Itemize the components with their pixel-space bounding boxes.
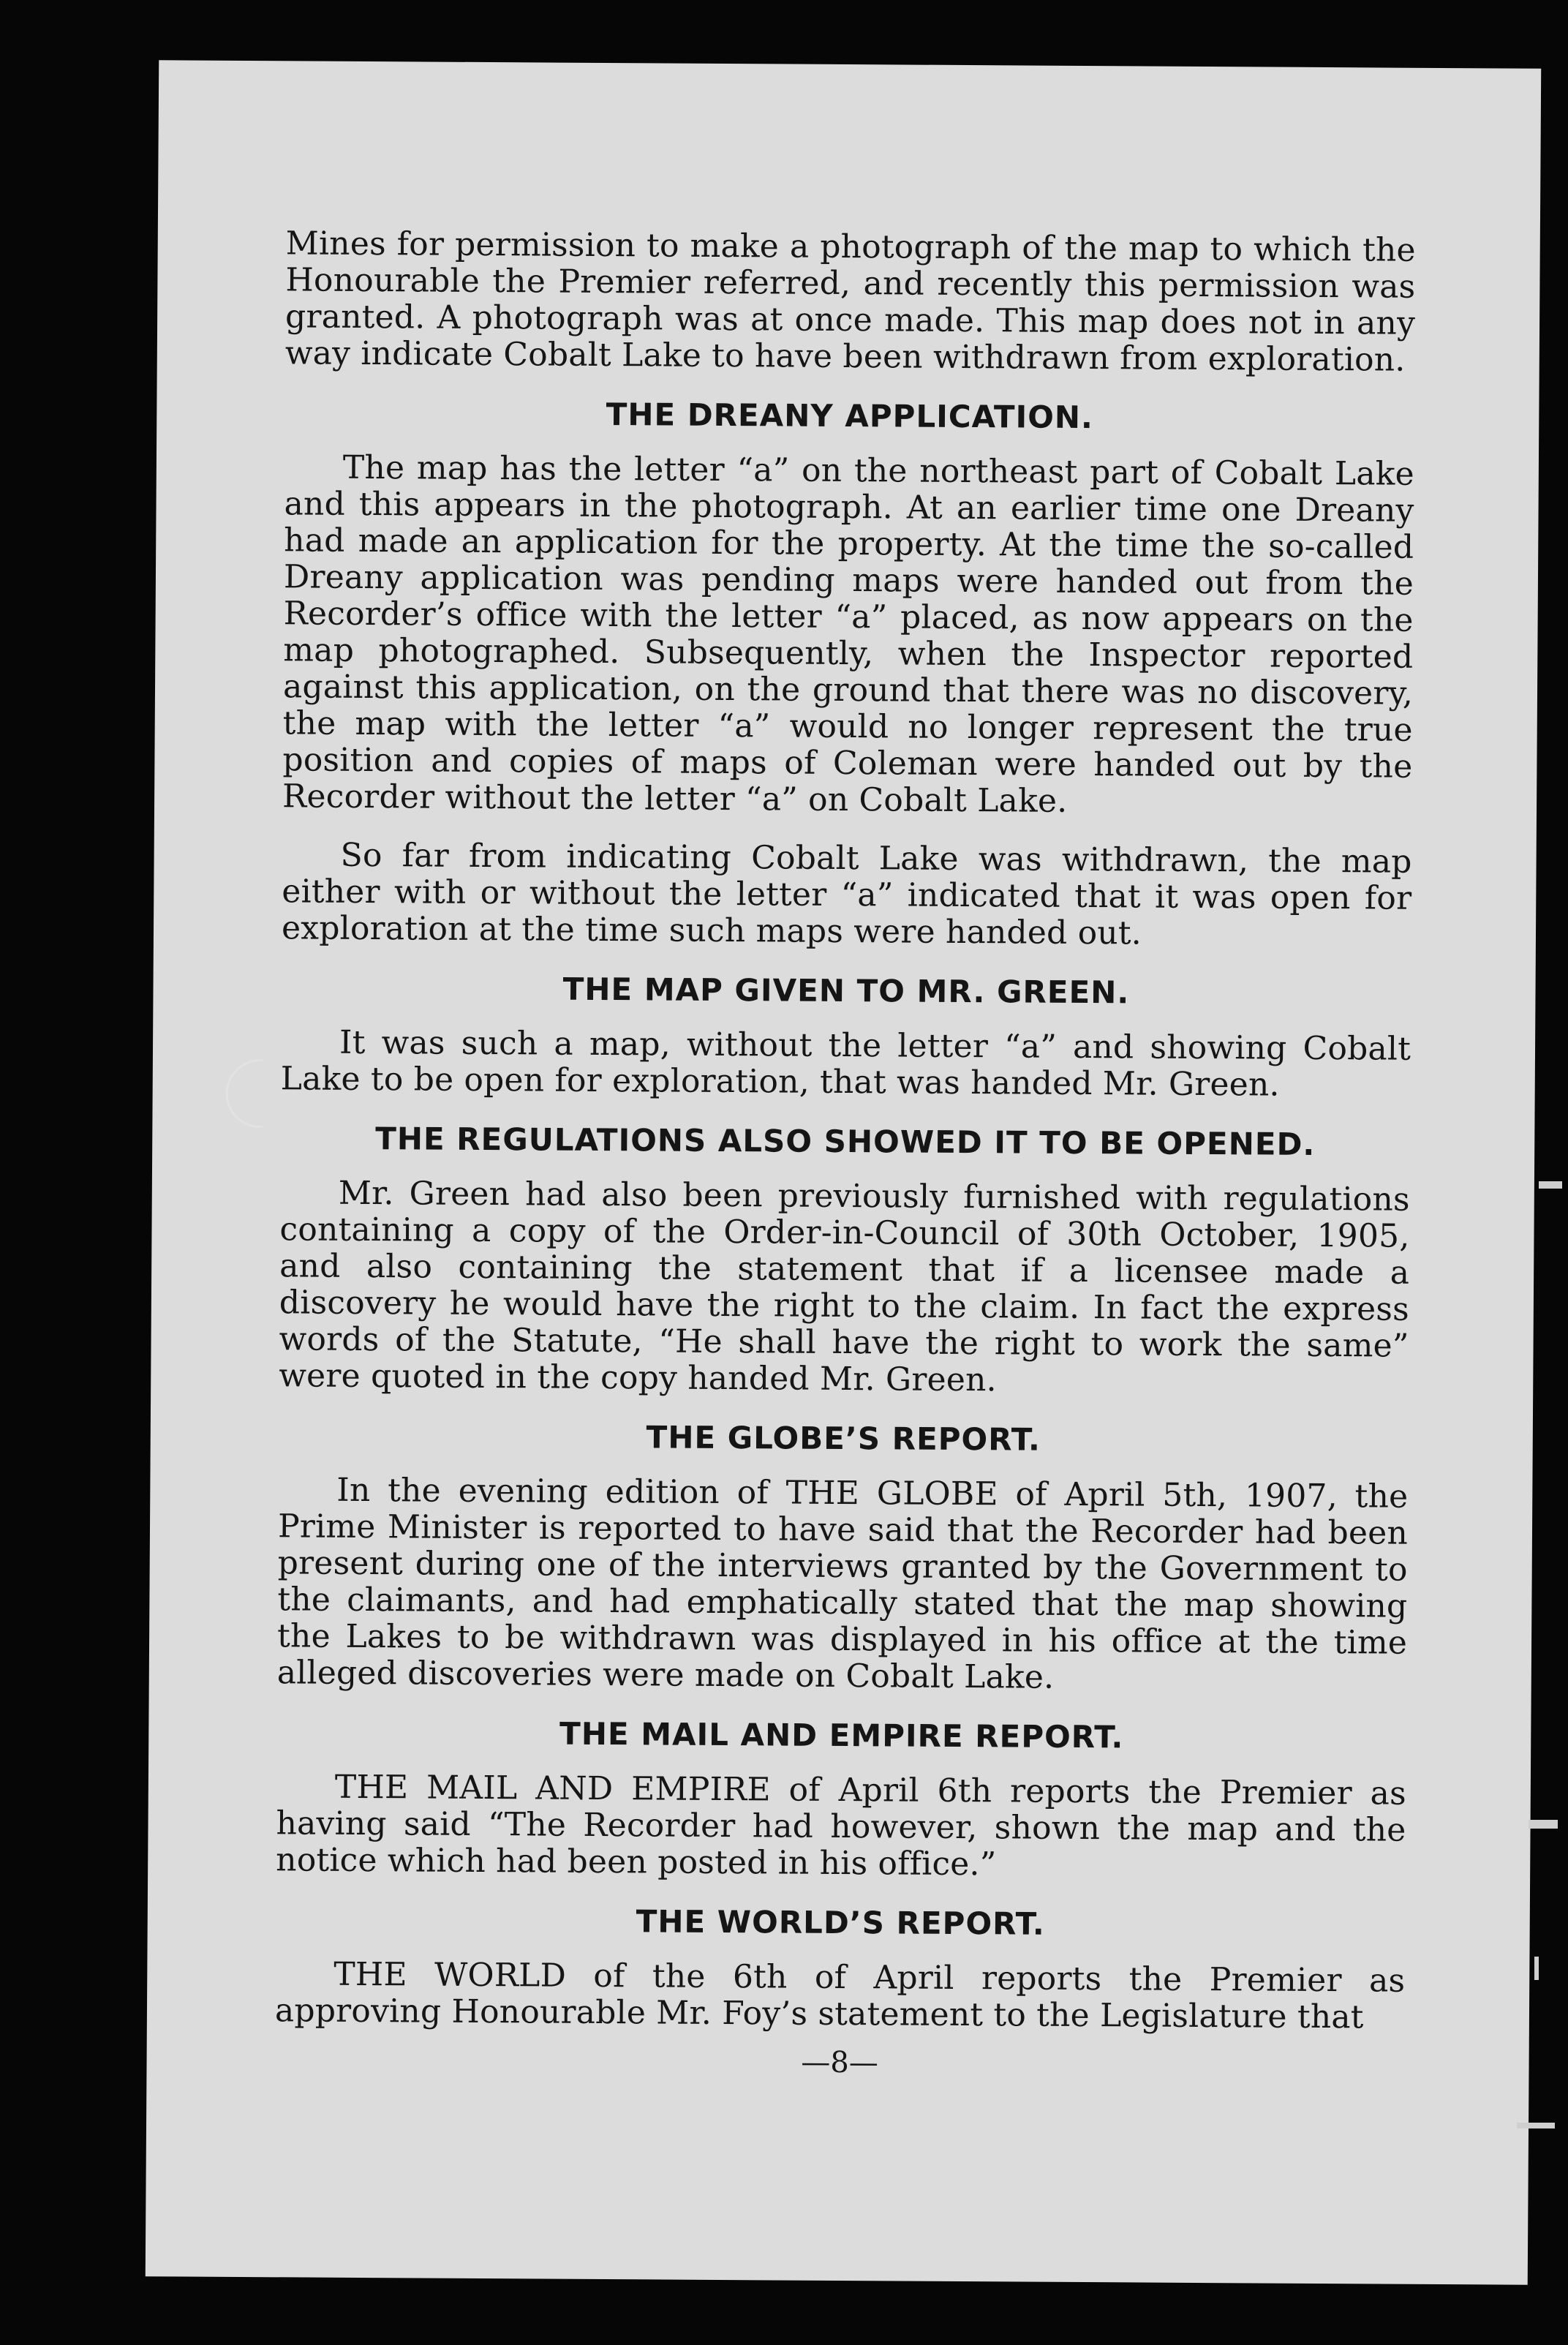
paragraph-globe: In the evening edition of THE GLOBE of April 5th, 1907, the Prime Minister is reported to have said that the Recorder had been present during one of the interviews granted by the Government to the claimants, and had emphatically stated that the map showing the Lakes to be withdrawn was displayed in his office at the time alleged discoveries were made on Cobalt Lake.	[276, 1471, 1409, 1696]
heading-dreany-application: THE DREANY APPLICATION.	[606, 396, 1094, 436]
right-edge-tick-icon	[1534, 1957, 1539, 1980]
paragraph-world: THE WORLD of the 6th of April reports the Premier as approving Honourable Mr. Foy’s statement to the Legislature that	[274, 1955, 1406, 2036]
right-edge-arrow-icon	[1529, 1820, 1558, 1829]
right-edge-mark-icon	[1539, 1181, 1562, 1189]
right-edge-dash-icon	[1517, 2123, 1555, 2128]
edge-mark-icon	[225, 1059, 263, 1128]
heading-globe-report: THE GLOBE’S REPORT.	[646, 1419, 1041, 1458]
paragraph-mail-empire: THE MAIL AND EMPIRE of April 6th reports the Premier as having said “The Recorder had however, shown the map and the notice which had been posted in his office.”	[276, 1768, 1406, 1883]
paragraph-dreany: The map has the letter “a” on the northeast part of Cobalt Lake and this appears in the photograph. At an earlier time one Dreany had made an application for the property. At the time the so-called Dreany application was pending maps were handed out from the Recorder’s office with the letter “a” placed, as now appears on the map photographed. Subsequently, when the Inspector reported against this application, on the ground that there was no discovery, the map with the letter “a” would no longer represent the true position and copies of maps of Coleman were handed out by the Recorder without the letter “a” on Cobalt Lake.	[282, 448, 1415, 820]
paragraph-map-green: It was such a map, without the letter “a” and showing Cobalt Lake to be open for exploration, that was handed Mr. Green.	[280, 1023, 1411, 1104]
heading-regulations: THE REGULATIONS ALSO SHOWED IT TO BE OPENED.	[375, 1121, 1316, 1162]
page-content	[274, 225, 1415, 2082]
paragraph-regulations: Mr. Green had also been previously furnished with regulations containing a copy of the Order-in-Council of 30th October, 1905, and also containing the statement that if a licensee made a discovery he would have the right to the claim. In fact the express words of the Statute, “He shall have the right to work the same” were quoted in the copy handed Mr. Green.	[279, 1174, 1410, 1399]
paragraph-so-far: So far from indicating Cobalt Lake was withdrawn, the map either with or without the letter “a” indicated that it was open for exploration at the time such maps were handed out.	[281, 836, 1412, 952]
paragraph-opening: Mines for permission to make a photograph of the map to which the Honourable the Premier referred, and recently this permission was granted. A photograph was at once made. This map does not in any way indicate Cobalt Lake to have been withdrawn from exploration.	[284, 225, 1416, 379]
heading-world-report: THE WORLD’S REPORT.	[636, 1903, 1045, 1942]
heading-map-given: THE MAP GIVEN TO MR. GREEN.	[562, 971, 1130, 1011]
page-number: —8—	[801, 2045, 878, 2080]
heading-mail-empire-report: THE MAIL AND EMPIRE REPORT.	[559, 1715, 1124, 1755]
document-page	[146, 60, 1541, 2284]
